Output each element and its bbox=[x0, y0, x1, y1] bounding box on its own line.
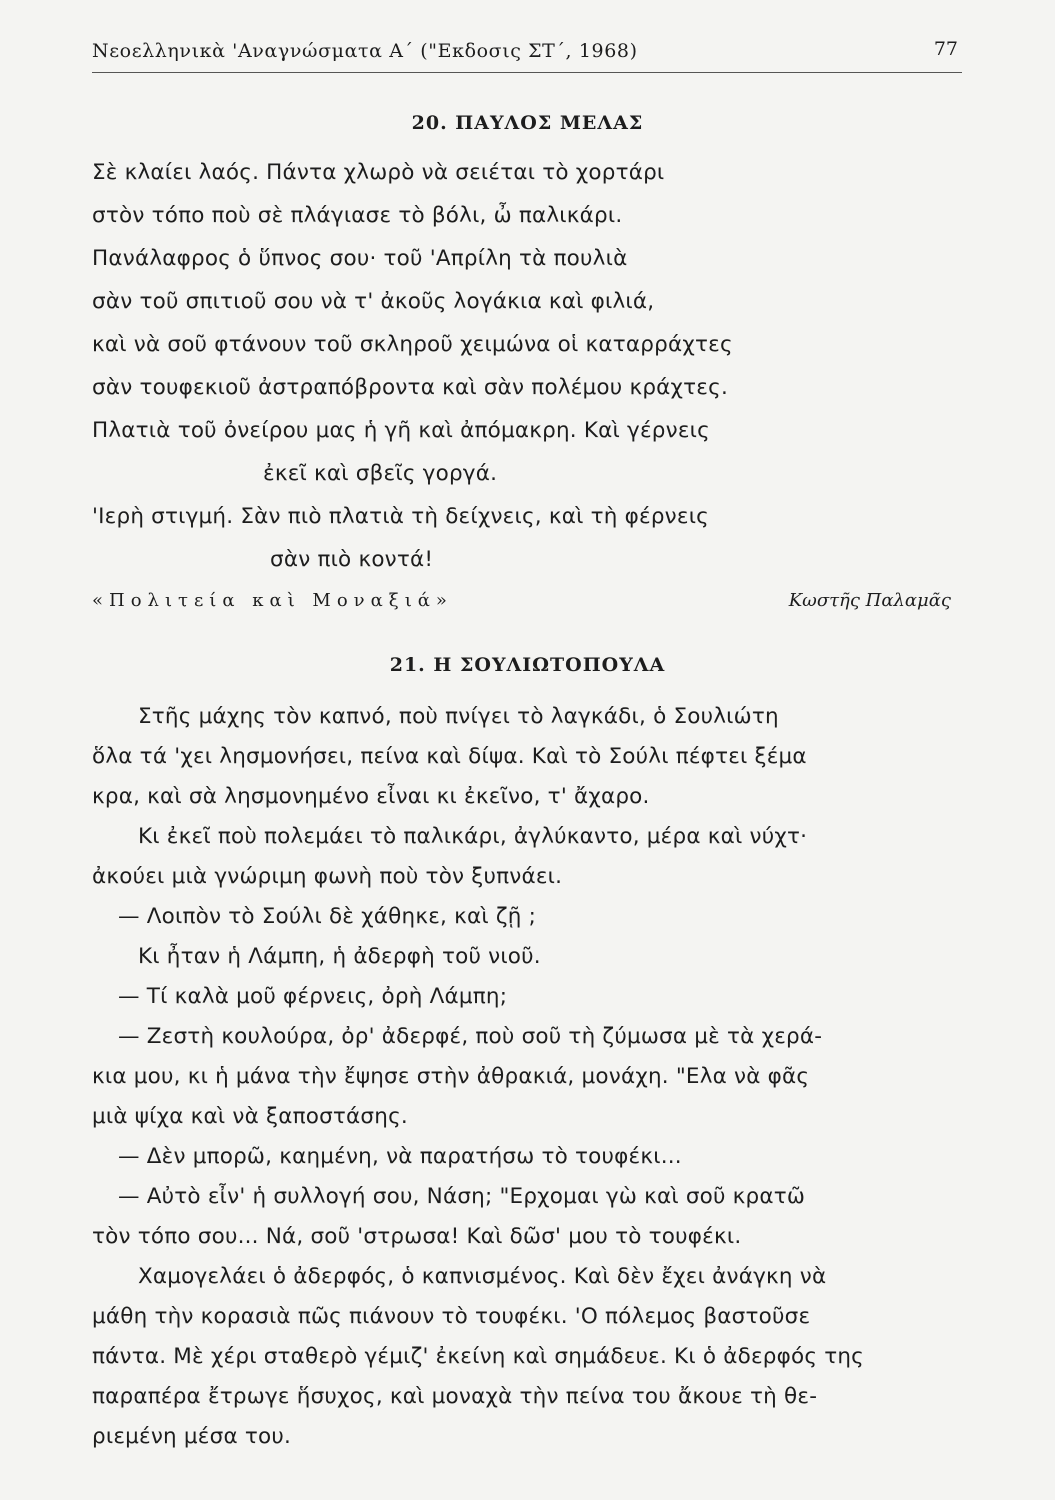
poem-line: Πλατιὰ τοῦ ὀνείρου μας ἡ γῆ καὶ ἀπόμακρη. Καὶ γέρνεις bbox=[92, 418, 710, 443]
poem-line: ἐκεῖ καὶ σβεῖς γοργά. bbox=[263, 461, 498, 486]
story-line: ἀκούει μιὰ γνώριμη φωνὴ ποὺ τὸν ξυπνάει. bbox=[92, 864, 563, 889]
poem-line: στὸν τόπο ποὺ σὲ πλάγιασε τὸ βόλι, ὦ παλικάρι. bbox=[92, 203, 623, 228]
story-line: ριεμένη μέσα του. bbox=[92, 1424, 292, 1449]
poem-line: Σὲ κλαίει λαός. Πάντα χλωρὸ νὰ σειέται τὸ χορτάρι bbox=[92, 160, 665, 185]
poem-author: Κωστῆς Παλαμᾶς bbox=[788, 590, 951, 611]
poem-heading: 20. ΠΑΥΛΟΣ ΜΕΛΑΣ bbox=[411, 112, 644, 134]
story-line: Κι ἦταν ἡ Λάμπη, ἡ ἀδερφὴ τοῦ νιοῦ. bbox=[138, 944, 541, 969]
story-line: — Τί καλὰ μοῦ φέρνεις, ὀρὴ Λάμπη; bbox=[118, 984, 508, 1009]
story-line: μάθη τὴν κορασιὰ πῶς πιάνουν τὸ τουφέκι. 'Ο πόλεμος βαστοῦσε bbox=[92, 1304, 811, 1329]
poem-line: σὰν τουφεκιοῦ ἀστραπόβροντα καὶ σὰν πολέμου κράχτες. bbox=[92, 375, 728, 400]
poem-line: σὰν πιὸ κοντά! bbox=[270, 547, 434, 572]
page-number: 77 bbox=[933, 38, 958, 60]
story-line: πάντα. Μὲ χέρι σταθερὸ γέμιζ' ἐκείνη καὶ σημάδευε. Κι ὁ ἀδερφός της bbox=[92, 1344, 864, 1369]
story-heading: 21. Η ΣΟΥΛΙΩΤΟΠΟΥΛΑ bbox=[389, 654, 666, 676]
story-line: κρα, καὶ σὰ λησμονημένο εἶναι κι ἐκεῖνο, τ' ἄχαρο. bbox=[92, 784, 650, 809]
story-line: Χαμογελάει ὁ ἀδερφός, ὁ καπνισμένος. Καὶ δὲν ἔχει ἀνάγκη νὰ bbox=[138, 1264, 827, 1289]
story-line: — Δὲν μπορῶ, καημένη, νὰ παρατήσω τὸ τουφέκι... bbox=[118, 1144, 682, 1169]
story-line: — Ζεστὴ κουλούρα, ὀρ' ἀδερφέ, ποὺ σοῦ τὴ ζύμωσα μὲ τὰ χερά- bbox=[118, 1024, 823, 1049]
story-line: Στῆς μάχης τὸν καπνό, ποὺ πνίγει τὸ λαγκάδι, ὁ Σουλιώτη bbox=[138, 704, 779, 729]
story-line: ὅλα τά 'χει λησμονήσει, πείνα καὶ δίψα. Καὶ τὸ Σούλι πέφτει ξέμα bbox=[92, 744, 807, 769]
poem-line: Πανάλαφρος ὁ ὕπνος σου· τοῦ 'Απρίλη τὰ πουλιὰ bbox=[92, 246, 628, 271]
poem-line: σὰν τοῦ σπιτιοῦ σου νὰ τ' ἀκοῦς λογάκια καὶ φιλιά, bbox=[92, 289, 655, 314]
book-title: Νεοελληνικὰ 'Αναγνώσματα Α΄ ("Εκδοσις ΣΤ΄, 1968) bbox=[92, 40, 638, 62]
story-line: τὸν τόπο σου... Νά, σοῦ 'στρωσα! Καὶ δῶσ' μου τὸ τουφέκι. bbox=[92, 1224, 742, 1249]
story-line: Κι ἐκεῖ ποὺ πολεμάει τὸ παλικάρι, ἀγλύκαντο, μέρα καὶ νύχτ· bbox=[138, 824, 808, 849]
poem-line: 'Ιερὴ στιγμή. Σὰν πιὸ πλατιὰ τὴ δείχνεις, καὶ τὴ φέρνεις bbox=[92, 504, 710, 529]
story-line: παραπέρα ἔτρωγε ἥσυχος, καὶ μοναχὰ τὴν πείνα του ἄκουε τὴ θε- bbox=[92, 1384, 818, 1409]
story-line: — Λοιπὸν τὸ Σούλι δὲ χάθηκε, καὶ ζῇ ; bbox=[118, 904, 537, 929]
poem-source: «Πολιτεία καὶ Μοναξιά» bbox=[92, 590, 453, 611]
story-line: μιὰ ψίχα καὶ νὰ ξαποστάσης. bbox=[92, 1104, 408, 1129]
story-line: κια μου, κι ἡ μάνα τὴν ἔψησε στὴν ἀθρακιά, μονάχη. "Ελα νὰ φᾶς bbox=[92, 1064, 810, 1089]
poem-line: καὶ νὰ σοῦ φτάνουν τοῦ σκληροῦ χειμώνα οἱ καταρράχτες bbox=[92, 332, 733, 357]
running-header bbox=[92, 38, 962, 73]
story-line: — Αὐτὸ εἶν' ἡ συλλογή σου, Νάση; "Ερχομαι γὼ καὶ σοῦ κρατῶ bbox=[118, 1184, 806, 1209]
